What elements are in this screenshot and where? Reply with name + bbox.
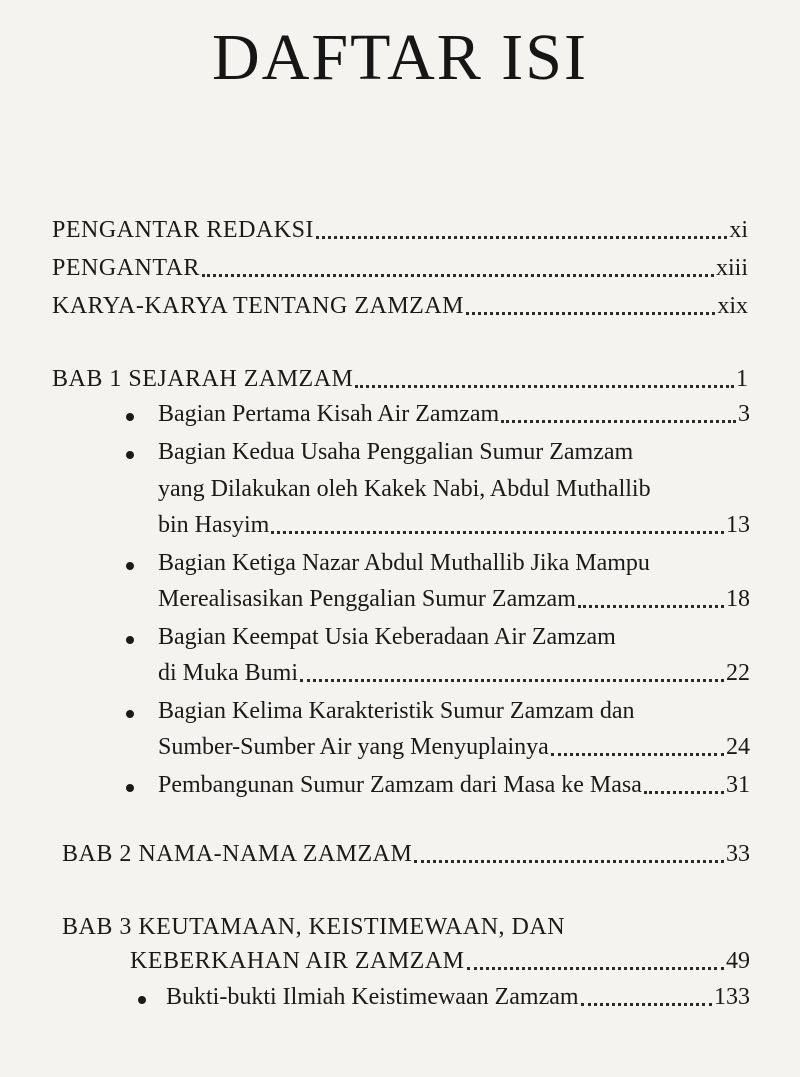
toc-entry-label: BAB 2 NAMA-NAMA ZAMZAM bbox=[62, 841, 413, 867]
toc-entry-karya-karya[interactable] bbox=[52, 289, 748, 323]
toc-page-number: xix bbox=[717, 293, 748, 319]
toc-page-number: 49 bbox=[726, 948, 750, 974]
toc-subentry[interactable] bbox=[158, 582, 750, 616]
toc-entry-label: Sumber-Sumber Air yang Menyuplainya bbox=[158, 734, 549, 760]
toc-subentry-line: Bagian Keempat Usia Keberadaan Air Zamzam bbox=[158, 624, 616, 650]
dot-leader bbox=[271, 531, 724, 534]
bullet-icon bbox=[126, 413, 134, 421]
toc-subentry-line: Bagian Kedua Usaha Penggalian Sumur Zamzam bbox=[158, 439, 634, 465]
toc-subentry[interactable] bbox=[158, 730, 750, 764]
dot-leader bbox=[501, 420, 736, 423]
toc-entry-bab-3-line: BAB 3 KEUTAMAAN, KEISTIMEWAAN, DAN bbox=[62, 914, 566, 940]
toc-entry-pengantar[interactable] bbox=[52, 251, 748, 285]
dot-leader bbox=[467, 967, 725, 970]
dot-leader bbox=[466, 312, 715, 315]
dot-leader bbox=[316, 236, 727, 239]
bullet-icon bbox=[126, 636, 134, 644]
toc-entry-label: KARYA-KARYA TENTANG ZAMZAM bbox=[52, 293, 464, 319]
toc-page-number: 31 bbox=[726, 772, 750, 798]
toc-entry-label: Pembangunan Sumur Zamzam dari Masa ke Masa bbox=[158, 772, 642, 798]
toc-subentry[interactable] bbox=[158, 656, 750, 690]
dot-leader bbox=[202, 274, 714, 277]
toc-page-number: 33 bbox=[726, 841, 750, 867]
toc-entry-label: Bagian Pertama Kisah Air Zamzam bbox=[158, 401, 500, 427]
toc-subentry[interactable] bbox=[166, 980, 750, 1014]
toc-subentry-line: Bagian Kelima Karakteristik Sumur Zamzam dan bbox=[158, 698, 635, 724]
toc-subentry[interactable] bbox=[158, 768, 750, 802]
toc-entry-label: BAB 1 SEJARAH ZAMZAM bbox=[52, 366, 354, 392]
dot-leader bbox=[644, 791, 724, 794]
toc-entry-label: Merealisasikan Penggalian Sumur Zamzam bbox=[158, 586, 576, 612]
bullet-icon bbox=[138, 996, 146, 1004]
dot-leader bbox=[414, 860, 724, 863]
toc-entry-label: KEBERKAHAN AIR ZAMZAM bbox=[130, 948, 465, 974]
toc-page-number: 3 bbox=[738, 401, 750, 427]
toc-page-number: xiii bbox=[715, 255, 748, 281]
toc-entry-label: PENGANTAR REDAKSI bbox=[52, 217, 314, 243]
toc-page-number: xi bbox=[729, 217, 748, 243]
dot-leader bbox=[551, 753, 724, 756]
toc-page-number: 13 bbox=[726, 512, 750, 538]
dot-leader bbox=[581, 1003, 712, 1006]
toc-entry-bab-3[interactable] bbox=[130, 944, 750, 978]
toc-entry-label: di Muka Bumi bbox=[158, 660, 299, 686]
bullet-icon bbox=[126, 784, 134, 792]
toc-entry-label: Bukti-bukti Ilmiah Keistimewaan Zamzam bbox=[166, 984, 579, 1010]
bullet-icon bbox=[126, 451, 134, 459]
toc-entry-label: PENGANTAR bbox=[52, 255, 200, 281]
toc-entry-bab-1[interactable] bbox=[52, 362, 748, 396]
toc-page-number: 22 bbox=[726, 660, 750, 686]
toc-subentry[interactable] bbox=[158, 508, 750, 542]
toc-entry-bab-2[interactable] bbox=[62, 837, 750, 871]
toc-page-number: 18 bbox=[726, 586, 750, 612]
toc-page-number: 133 bbox=[714, 984, 750, 1010]
bullet-icon bbox=[126, 710, 134, 718]
toc-page-number: 24 bbox=[726, 734, 750, 760]
toc-entry-label: bin Hasyim bbox=[158, 512, 270, 538]
page-title: DAFTAR ISI bbox=[212, 21, 588, 94]
toc-subentry-line: yang Dilakukan oleh Kakek Nabi, Abdul Muthallib bbox=[158, 476, 651, 502]
bullet-icon bbox=[126, 562, 134, 570]
dot-leader bbox=[300, 679, 724, 682]
dot-leader bbox=[578, 605, 724, 608]
toc-entry-pengantar-redaksi[interactable] bbox=[52, 213, 748, 247]
toc-subentry-line: Bagian Ketiga Nazar Abdul Muthallib Jika Mampu bbox=[158, 550, 650, 576]
toc-page-number: 1 bbox=[736, 366, 748, 392]
dot-leader bbox=[355, 385, 734, 388]
toc-subentry[interactable] bbox=[158, 397, 750, 431]
